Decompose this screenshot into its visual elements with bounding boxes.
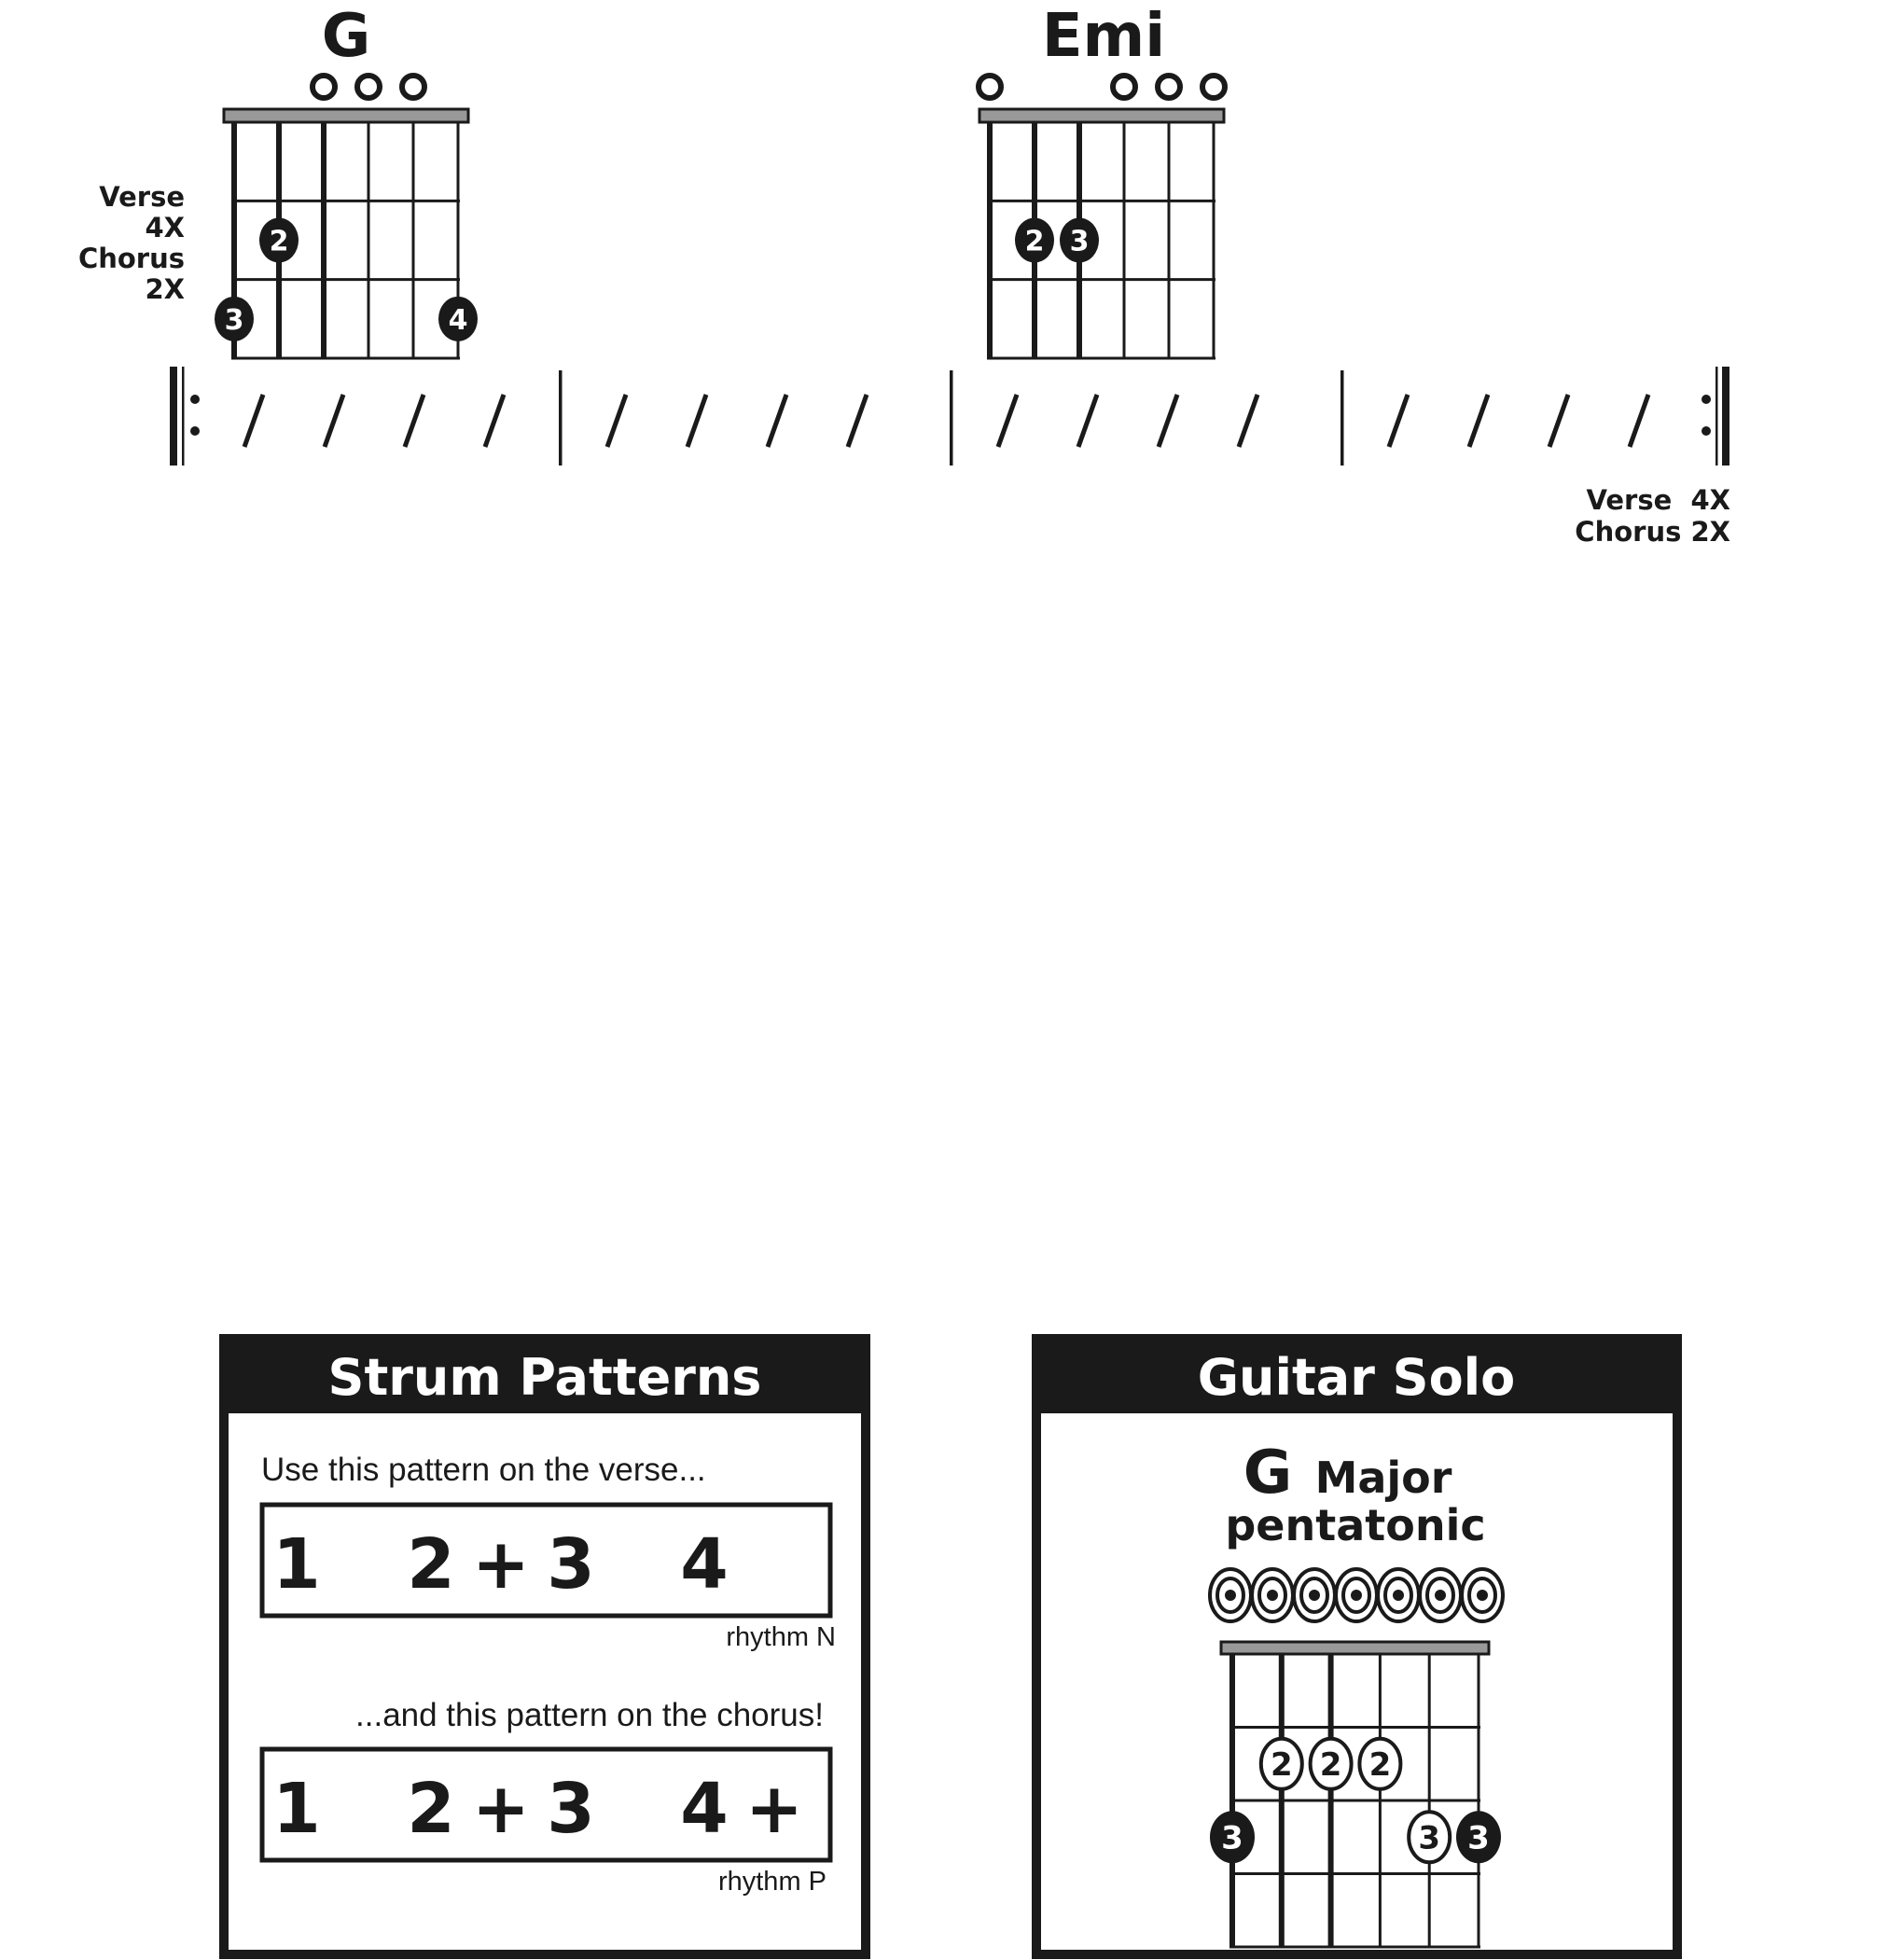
scale-note — [1311, 1739, 1352, 1789]
finger-number: 3 — [224, 303, 244, 337]
chord-name: Emi — [1041, 2, 1166, 71]
box-title: Strum Patterns — [327, 1348, 762, 1407]
scale-root: G — [1243, 1439, 1293, 1508]
scale-finger-number: 3 — [1467, 1819, 1490, 1857]
repeat-label-left — [78, 181, 185, 305]
finger-dot — [438, 297, 478, 341]
scale-note — [1359, 1739, 1400, 1789]
scale-note — [1456, 1811, 1501, 1863]
beat-slash — [405, 395, 424, 447]
box-title: Guitar Solo — [1197, 1348, 1516, 1407]
open-string-marker — [402, 76, 424, 98]
barline — [950, 370, 953, 466]
label-line: Verse 4X — [1586, 484, 1730, 516]
finger-number: 3 — [1069, 225, 1090, 258]
barline — [1340, 370, 1344, 466]
verse-pattern-counts — [272, 1524, 729, 1605]
repeat-start-sign — [170, 367, 200, 466]
open-string-markers — [979, 76, 1225, 98]
beat-slash — [1239, 395, 1257, 447]
repeat-label-right — [1575, 484, 1730, 548]
scale-finger-number: 3 — [1418, 1819, 1441, 1857]
count: + — [471, 1524, 531, 1605]
open-string-marker — [1158, 76, 1180, 98]
scale-note — [1261, 1739, 1302, 1789]
beat-slash — [1549, 395, 1568, 447]
beat-slash — [998, 395, 1017, 447]
open-string-marker — [979, 76, 1001, 98]
verse-rhythm-name: rhythm N — [726, 1622, 836, 1652]
open-string-ring — [1294, 1569, 1335, 1621]
scale-note — [1409, 1812, 1450, 1862]
finger-number: 2 — [269, 225, 289, 258]
beat-slash — [848, 395, 867, 447]
open-string-ring — [1462, 1569, 1503, 1621]
beat-slash — [244, 395, 263, 447]
count: + — [744, 1769, 804, 1849]
beat-slash — [1078, 395, 1097, 447]
finger-dots — [1015, 218, 1099, 263]
beat-slash — [607, 395, 626, 447]
open-string-marker — [357, 76, 380, 98]
chord-nut — [224, 109, 468, 122]
finger-number: 4 — [448, 303, 468, 337]
open-string-ring — [1378, 1569, 1419, 1621]
scale-fretboard-grid — [1229, 1654, 1480, 1947]
count: 1 — [272, 1524, 321, 1605]
label-line: Verse — [99, 181, 185, 213]
count: 1 — [272, 1769, 321, 1849]
label-line: 2X — [145, 273, 185, 305]
scale-word: pentatonic — [1225, 1500, 1486, 1550]
beat-slash — [768, 395, 786, 447]
barline — [559, 370, 563, 466]
count: 2 — [407, 1769, 455, 1849]
finger-number: 2 — [1024, 225, 1045, 258]
scale-finger-number: 2 — [1368, 1745, 1392, 1784]
beat-slash — [485, 395, 504, 447]
count: 4 — [680, 1769, 729, 1849]
chord-diagram-emi — [979, 2, 1225, 358]
beat-slash — [325, 395, 343, 447]
scale-finger-number: 2 — [1319, 1745, 1342, 1784]
strum-patterns-box — [224, 1339, 866, 1954]
open-string-marker — [313, 76, 335, 98]
label-line: Chorus 2X — [1575, 516, 1730, 548]
finger-dot — [1015, 218, 1054, 263]
scale-finger-number: 2 — [1270, 1745, 1293, 1784]
chord-name: G — [321, 2, 371, 71]
count: 3 — [547, 1524, 595, 1605]
chord-nut — [979, 109, 1224, 122]
open-string-markers — [313, 76, 424, 98]
label-line: Chorus — [77, 243, 185, 274]
open-string-marker — [1202, 76, 1225, 98]
beat-slash — [1469, 395, 1488, 447]
scale-note — [1210, 1811, 1255, 1863]
verse-intro-text: Use this pattern on the verse... — [261, 1452, 706, 1488]
beat-slash — [688, 395, 706, 447]
beat-slash — [1389, 395, 1408, 447]
open-string-ring — [1252, 1569, 1293, 1621]
open-string-markers — [1210, 1569, 1503, 1621]
open-string-ring — [1210, 1569, 1251, 1621]
chorus-rhythm-name: rhythm P — [717, 1867, 826, 1897]
count: 3 — [547, 1769, 595, 1849]
finger-dot — [259, 218, 299, 263]
open-string-ring — [1336, 1569, 1377, 1621]
scale-finger-number: 3 — [1221, 1819, 1243, 1857]
open-string-marker — [1113, 76, 1135, 98]
chorus-pattern-counts — [272, 1769, 803, 1849]
guitar-solo-box — [1036, 1339, 1677, 1954]
beat-slash — [1630, 395, 1648, 447]
count: 4 — [680, 1524, 729, 1605]
finger-dot — [215, 297, 254, 341]
solo-nut — [1221, 1642, 1489, 1654]
beat-slashes — [244, 395, 1648, 447]
rhythm-slash-staff — [170, 367, 1729, 466]
label-line: 4X — [145, 212, 185, 243]
beat-slash — [1159, 395, 1177, 447]
finger-dot — [1060, 218, 1099, 263]
count: + — [471, 1769, 531, 1849]
open-string-ring — [1420, 1569, 1461, 1621]
chorus-intro-text: ...and this pattern on the chorus! — [355, 1697, 824, 1733]
chord-diagram-g — [215, 2, 478, 358]
repeat-end-sign — [1702, 367, 1729, 466]
scale-word: Major — [1314, 1453, 1452, 1503]
count: 2 — [407, 1524, 455, 1605]
